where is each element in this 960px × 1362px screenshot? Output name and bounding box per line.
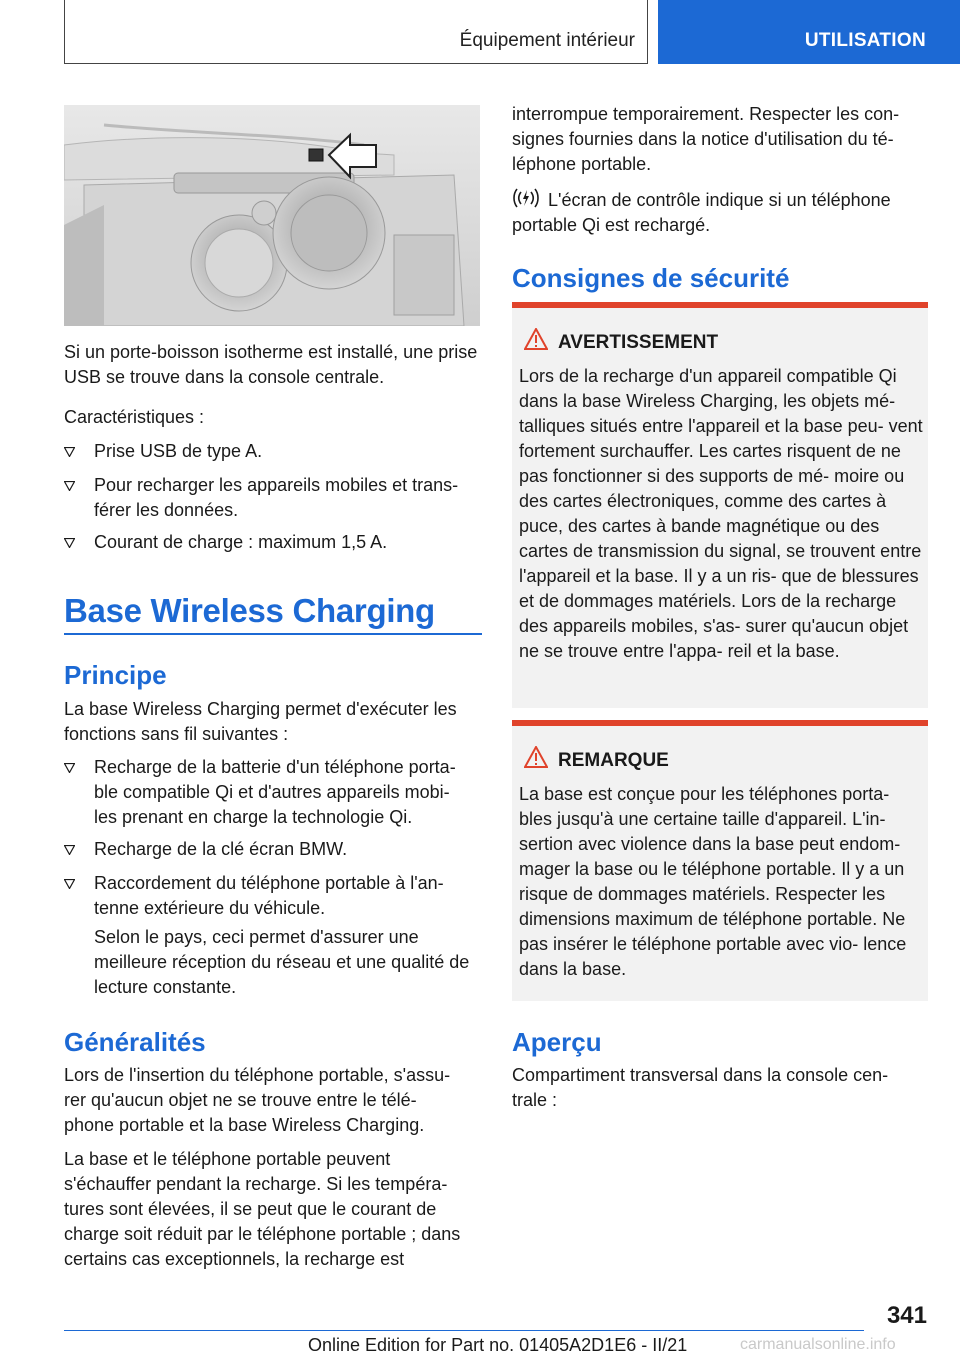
header-chapter-title: UTILISATION bbox=[804, 30, 926, 51]
warning-triangle-icon bbox=[524, 328, 548, 355]
header-section-title: Équipement intérieur bbox=[459, 30, 635, 51]
section-title: Base Wireless Charging bbox=[64, 592, 435, 629]
principe-note: Selon le pays, ceci permet d'assurer une meilleure réception du réseau et une qualité de lecture constante. bbox=[94, 927, 470, 997]
apercu-heading: Aperçu bbox=[512, 1027, 602, 1057]
header-section-tab bbox=[64, 0, 648, 64]
list-item-text: Courant de charge : maximum 1,5 A. bbox=[94, 532, 388, 552]
footer-edition: Online Edition for Part no. 01405A2D1E6 - II/21 bbox=[308, 1335, 688, 1355]
features-label: Caractéristiques : bbox=[64, 407, 205, 427]
list-item-text: Recharge de la clé écran BMW. bbox=[94, 839, 348, 859]
intro-paragraph: Si un porte-boisson isotherme est installé, une prise USB se trouve dans la console centrale. bbox=[64, 342, 478, 387]
page-number: 341 bbox=[886, 1302, 927, 1329]
notice-box bbox=[512, 720, 928, 1001]
header-chapter-tab bbox=[658, 0, 960, 64]
list-item-text: Prise USB de type A. bbox=[94, 441, 263, 461]
list-item-text: Raccordement du téléphone portable à l'an- tenne extérieure du véhicule. bbox=[94, 873, 444, 918]
continued-paragraph: interrompue temporairement. Respecter les con- signes fournies dans la notice d'utilisation du té- léphone portable. bbox=[512, 104, 900, 174]
apercu-paragraph: Compartiment transversal dans la console cen- trale : bbox=[512, 1065, 889, 1110]
warning-text: Lors de la recharge d'un appareil compatible Qi dans la base Wireless Charging, les objets mé- talliques situés entre l'appareil et la base peu- vent fortement surchauffer. Les cartes risquent de ne pas fonctionner si des supports de mé- moire ou des cartes électroniques, comme des cartes à puce, des cartes à bande magnétique ou des cartes de transmission du signal, se trouvent entre l'appareil et la base. Il y a un ris- que de blessures et de dommages matériels. Lors de la recharge des appareils mobiles, s'as- surer qu'aucun objet ne se trouve entre l'appa- reil et la base. bbox=[519, 366, 923, 661]
console-usb-photo bbox=[64, 105, 480, 326]
principe-paragraph: La base Wireless Charging permet d'exécuter les fonctions sans fil suivantes : bbox=[64, 699, 457, 744]
footer-rule bbox=[64, 1330, 864, 1331]
watermark: carmanualsonline.info bbox=[740, 1336, 896, 1353]
title-underline bbox=[64, 633, 482, 635]
warning-box bbox=[512, 302, 928, 708]
warning-triangle-icon bbox=[524, 746, 548, 773]
generalites-paragraph-2: La base et le téléphone portable peuvent s'échauffer pendant la recharge. Si les tempéra- tures sont élevées, il se peut que le courant de charge soit réduit par le téléphone portable ; dans certains cas exceptionnels, la recharge est bbox=[64, 1149, 461, 1269]
principe-heading: Principe bbox=[64, 660, 167, 690]
notice-bar bbox=[512, 720, 928, 726]
warning-bar bbox=[512, 302, 928, 308]
list-item-text: Pour recharger les appareils mobiles et trans- férer les données. bbox=[94, 475, 459, 520]
generalites-paragraph-1: Lors de l'insertion du téléphone portable, s'assu- rer qu'aucun objet ne se trouve entre le télé- phone portable et la base Wireless Charging. bbox=[64, 1065, 451, 1135]
generalites-heading: Généralités bbox=[64, 1027, 206, 1057]
list-item-text: Recharge de la batterie d'un téléphone porta- ble compatible Qi et d'autres appareils mobi- les prenant en charge la technologie Qi. bbox=[94, 757, 456, 827]
notice-label: REMARQUE bbox=[558, 750, 669, 771]
warning-label: AVERTISSEMENT bbox=[558, 332, 719, 353]
indicator-paragraph: L'écran de contrôle indique si un téléphone portable Qi est rechargé. bbox=[512, 190, 891, 235]
safety-heading: Consignes de sécurité bbox=[512, 263, 790, 293]
notice-text: La base est conçue pour les téléphones porta- bles jusqu'à une certaine taille d'appareil. L'in- sertion avec violence dans la base peut endom- mager la base ou le téléphone portable. Il y a un risque de dommages matériels. Respecter les dimensions maximum de téléphone portable. Ne pas insérer le téléphone portable avec vio- lence dans la base. bbox=[519, 784, 907, 979]
